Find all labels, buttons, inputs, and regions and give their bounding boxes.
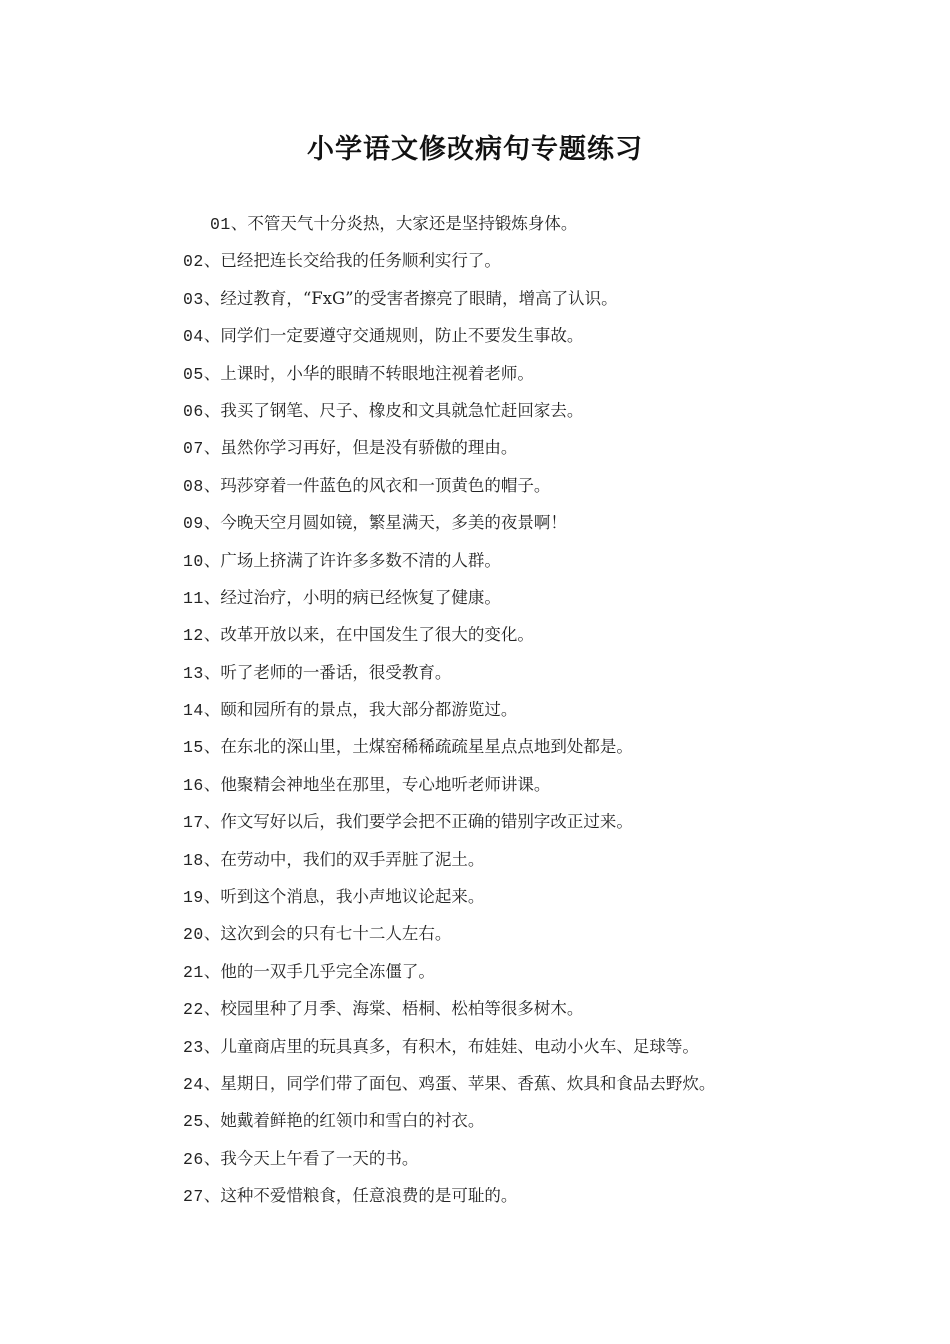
item-text: 、我买了钢笔、尺子、橡皮和文具就急忙赶回家去。 xyxy=(203,400,584,420)
list-item xyxy=(183,691,923,728)
list-item xyxy=(183,280,923,317)
list-item xyxy=(183,654,923,691)
item-number: 23 xyxy=(183,1037,204,1057)
item-number: 19 xyxy=(183,888,204,908)
item-number: 17 xyxy=(183,813,204,833)
item-text: 、今晚天空月圆如镜，繁星满天，多美的夜景啊！ xyxy=(203,513,567,533)
list-item xyxy=(183,242,923,279)
list-item xyxy=(183,392,923,429)
item-number: 21 xyxy=(183,962,204,982)
list-item xyxy=(183,990,923,1027)
item-number: 10 xyxy=(183,551,204,571)
list-item xyxy=(183,1140,923,1177)
item-number: 01 xyxy=(210,215,231,234)
list-item xyxy=(183,205,923,242)
item-number: 09 xyxy=(183,514,204,534)
list-item xyxy=(183,1177,923,1214)
item-text: 、上课时，小华的眼睛不转眼地注视着老师。 xyxy=(203,363,534,383)
item-number: 12 xyxy=(183,626,204,646)
list-item xyxy=(183,803,923,840)
item-text: 、星期日，同学们带了面包、鸡蛋、苹果、香蕉、炊具和食品去野炊。 xyxy=(203,1073,716,1093)
list-item xyxy=(183,766,923,803)
list-item xyxy=(183,915,923,952)
item-text: 、不管天气十分炎热，大家还是坚持锻炼身体。 xyxy=(230,214,578,233)
item-text: 、虽然你学习再好，但是没有骄傲的理由。 xyxy=(203,438,518,458)
item-text: 、经过教育，“FxG”的受害者擦亮了眼睛，增高了认识。 xyxy=(203,288,618,308)
list-item xyxy=(183,953,923,990)
item-text: 、玛莎穿着一件蓝色的风衣和一顶黄色的帽子。 xyxy=(203,475,551,495)
list-item xyxy=(183,1102,923,1139)
sentence-list xyxy=(183,205,923,1215)
item-number: 26 xyxy=(183,1149,204,1169)
item-number: 04 xyxy=(183,327,204,347)
item-number: 18 xyxy=(183,850,204,870)
list-item xyxy=(183,616,923,653)
item-text: 、校园里种了月季、海棠、梧桐、松柏等很多树木。 xyxy=(203,999,584,1019)
list-item xyxy=(183,728,923,765)
item-text: 、已经把连长交给我的任务顺利实行了。 xyxy=(203,251,501,271)
item-text: 、我今天上午看了一天的书。 xyxy=(203,1148,419,1168)
item-text: 、这次到会的只有七十二人左右。 xyxy=(203,924,452,944)
page-title: 小学语文修改病句专题练习 xyxy=(307,134,643,165)
list-item xyxy=(183,317,923,354)
item-text: 、广场上挤满了许许多多数不清的人群。 xyxy=(203,550,501,570)
item-text: 、同学们一定要遵守交通规则，防止不要发生事故。 xyxy=(203,326,584,346)
item-text: 、颐和园所有的景点，我大部分都游览过。 xyxy=(203,700,518,720)
item-number: 05 xyxy=(183,364,204,384)
item-number: 20 xyxy=(183,925,204,945)
item-text: 、在东北的深山里，土煤窑稀稀疏疏星星点点地到处都是。 xyxy=(203,737,633,757)
item-number: 14 xyxy=(183,701,204,721)
list-item xyxy=(183,878,923,915)
item-number: 27 xyxy=(183,1187,204,1207)
list-item xyxy=(183,579,923,616)
item-number: 22 xyxy=(183,1000,204,1020)
list-item xyxy=(183,542,923,579)
item-text: 、这种不爱惜粮食，任意浪费的是可耻的。 xyxy=(203,1186,518,1206)
list-item xyxy=(183,429,923,466)
item-number: 25 xyxy=(183,1112,204,1132)
item-text: 、经过治疗，小明的病已经恢复了健康。 xyxy=(203,587,501,607)
item-text: 、他聚精会神地坐在那里，专心地听老师讲课。 xyxy=(203,774,551,794)
item-number: 07 xyxy=(183,439,204,459)
list-item xyxy=(183,841,923,878)
list-item xyxy=(183,355,923,392)
item-number: 02 xyxy=(183,252,204,272)
list-item xyxy=(183,467,923,504)
item-text: 、他的一双手几乎完全冻僵了。 xyxy=(203,961,435,981)
item-number: 03 xyxy=(183,289,204,309)
item-number: 08 xyxy=(183,476,204,496)
item-number: 15 xyxy=(183,738,204,758)
item-number: 11 xyxy=(183,588,204,608)
item-number: 13 xyxy=(183,663,204,683)
item-number: 16 xyxy=(183,775,204,795)
item-text: 、她戴着鲜艳的红领巾和雪白的衬衣。 xyxy=(203,1111,485,1131)
item-text: 、作文写好以后，我们要学会把不正确的错别字改正过来。 xyxy=(203,812,633,832)
list-item xyxy=(183,1028,923,1065)
item-text: 、听了老师的一番话，很受教育。 xyxy=(203,662,452,682)
list-item xyxy=(183,1065,923,1102)
item-text: 、儿童商店里的玩具真多，有积木，布娃娃、电动小火车、足球等。 xyxy=(203,1036,699,1056)
item-number: 24 xyxy=(183,1074,204,1094)
item-text: 、在劳动中，我们的双手弄脏了泥土。 xyxy=(203,849,485,869)
item-text: 、改革开放以来，在中国发生了很大的变化。 xyxy=(203,625,534,645)
list-item xyxy=(183,504,923,541)
item-text: 、听到这个消息，我小声地议论起来。 xyxy=(203,887,485,907)
item-number: 06 xyxy=(183,401,204,421)
